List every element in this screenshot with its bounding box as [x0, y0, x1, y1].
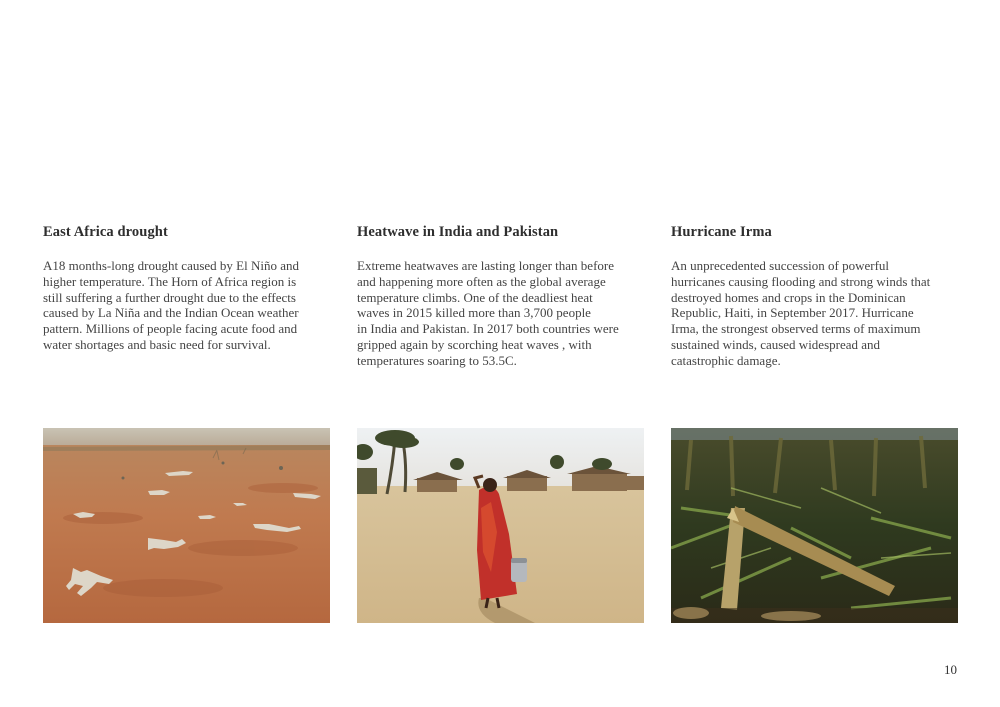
article-heatwave — [357, 224, 644, 369]
article-body: An unprecedented succession of powerful hurricanes causing flooding and strong winds that destroyed homes and crops in the Dominican Republic, Haiti, in September 2017. Hurricane Irma, the strongest observed terms of maximum sustained winds, caused widespread and catastrophic damage. — [671, 258, 931, 368]
article-drought — [43, 224, 330, 353]
page-number: 10 — [944, 662, 957, 677]
article-title: East Africa drought — [43, 224, 168, 240]
article-body: Extreme heatwaves are lasting longer than before and happening more often as the global average temperature climbs. One of the deadliest heat waves in 2015 killed more than 3,700 people in India and Pakistan. In 2017 both countries were gripped again by scorching heat waves , with temperatures soaring to 53.5C. — [357, 258, 619, 368]
heatwave-photo — [357, 428, 644, 623]
hurricane-photo — [671, 428, 958, 623]
article-title: Hurricane Irma — [671, 224, 772, 240]
drought-photo — [43, 428, 330, 623]
article-hurricane — [671, 224, 958, 369]
article-title: Heatwave in India and Pakistan — [357, 224, 559, 240]
article-body: A18 months-long drought caused by El Niño and higher temperature. The Horn of Africa region is still suffering a further drought due to the effects caused by La Niña and the Indian Ocean weather pattern. Millions of people facing acute food and water shortages and basic need for survival. — [43, 258, 299, 352]
